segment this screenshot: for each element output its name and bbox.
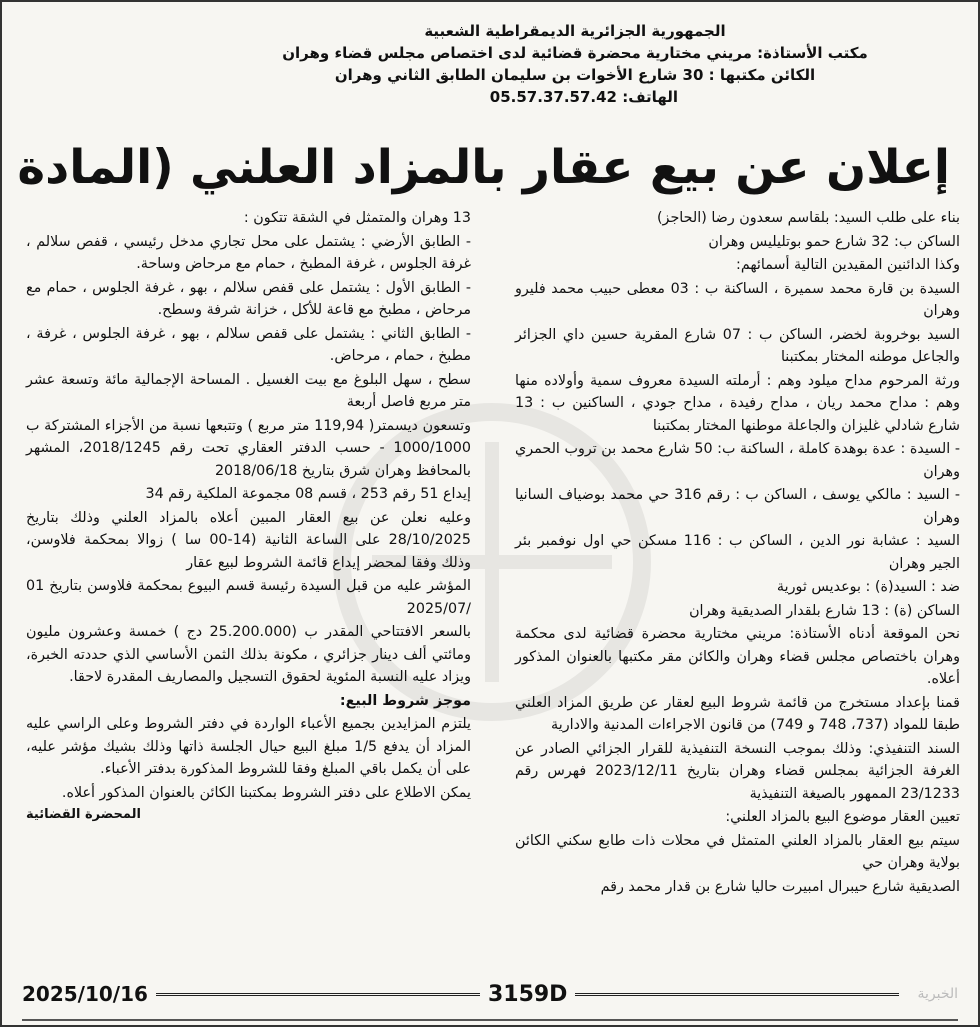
- paragraph: - الطابق الثاني : يشتمل على قفص سلالم ، بهو ، غرفة الجلوس ، غرفة ، مطبخ ، حمام ، مرحاض.: [26, 325, 471, 364]
- paragraph: سيتم بيع العقار بالمزاد العلني المتمثل في محلات ذات طابع سكني الكائن بولاية وهران حي: [515, 832, 960, 871]
- paragraph: 13 وهران والمتمثل في الشقة تتكون :: [243, 210, 471, 226]
- paragraph: ورثة المرحوم مداح ميلود وهم : أرملته السيدة معروف سمية وأولاده منها وهم : مداح محمد ريان ، مداح رفيدة ، مداح جودي ، الساكنين ب : 13 شارع شادلي غليزان والجاعلة موطنها المختار بمكتبنا: [515, 372, 960, 434]
- paragraph: الصديقية شارع حيبرال امبيرت حاليا شارع بن قدار محمد رقم: [600, 878, 960, 895]
- paragraph: - السيد : مالكي يوسف ، الساكن ب : رقم 316 حي محمد بوضياف السانيا وهران: [515, 487, 960, 526]
- right-text-column: [515, 207, 960, 899]
- notice-title: إعلان عن بيع عقار بالمزاد العلني (المادة: [17, 140, 950, 195]
- paragraph: وكذا الدائنين المقيدين التالية أسمائهم:: [736, 257, 960, 273]
- header-line-phone: الهاتف: 05.57.37.57.42: [489, 88, 678, 106]
- conditions-text: يلتزم المزايدين بجميع الأعباء الواردة في دفتر الشروط وعلى الراسي عليه المزاد أن يدفع 1/5 مبلغ البيع حيال الجلسة ذاتها وذلك بشيك مؤشر عليه، على أن يكمل باقي المبلغ وفقا للشروط المذكورة بدفتر الأعباء.: [26, 716, 471, 777]
- paragraph: ضد : السيد(ة) : بوعديس ثورية: [776, 579, 960, 595]
- paragraph: سطح ، سهل البلوغ مع بيت الغسيل . المساحة الإجمالية مائة وتسعة عشر متر مربع فاصل أربعة: [26, 371, 471, 410]
- footer-divider: [156, 993, 480, 996]
- bottom-divider: [22, 1019, 958, 1021]
- paragraph: وتسعون ديسمتر( 119,94 متر مربع ) وتتبعها نسبة من الأجزاء المشتركة ب 1000/1000 - حسب الدفتر العقاري تحت رقم 2018/1245، المشهر بالمحافظ وهران شرق بتاريخ 2018/06/18: [26, 417, 471, 479]
- notice-code: 3159D: [487, 981, 568, 1007]
- closing-row: [26, 782, 471, 805]
- paragraph: السيد بوخروبة لخضر، الساكن ب : 07 شارع المقرية حسين داي الجزائر والجاعل موطنه المختار بمكتبنا: [515, 326, 960, 365]
- paragraph: السيدة بن قارة محمد سميرة ، الساكنة ب : 03 معطى حبيب محمد فليرو وهران: [515, 280, 960, 319]
- newspaper-stamp: الخبرية: [917, 986, 959, 1002]
- paragraph: المؤشر عليه من قبل السيدة رئيسة قسم البيوع بمحكمة فلاوسن بتاريخ 01 /2025/07: [26, 578, 471, 617]
- conditions-heading: موجز شروط البيع:: [339, 692, 471, 709]
- header-line-address: الكائن مكتبها : 30 شارع الأخوات بن سليمان الطابق الثاني وهران: [334, 66, 816, 84]
- paragraph: السند التنفيذي: وذلك بموجب النسخة التنفيذية للقرار الجزائي الصادر عن الغرفة الجزائية بمجلس قضاء وهران بتاريخ 2023/12/11 فهرس رقم 23/1233 الممهور بالصيغة التنفيذية: [515, 740, 960, 802]
- header-line-office: مكتب الأستاذة: مريني مختارية محضرة قضائية لدى اختصاص مجلس قضاء وهران: [282, 44, 868, 62]
- paragraph: إيداع 51 رقم 253 ، قسم 08 مجموعة الملكية رقم 34: [145, 486, 471, 502]
- footer-bar: [22, 977, 958, 1011]
- paragraph: - الطابق الأرضي : يشتمل على محل تجاري مدخل رئيسي ، قفص سلالم ، غرفة الجلوس ، غرفة المطبخ ، حمام مع مرحاض وساحة.: [26, 233, 471, 272]
- left-text-column: [26, 207, 471, 827]
- signature: المحضرة القضائية: [26, 807, 141, 822]
- header-line-republic: الجمهورية الجزائرية الديمقراطية الشعبية: [424, 22, 726, 40]
- paragraph: بناء على طلب السيد: بلقاسم سعدون رضا (الحاجز): [656, 210, 960, 226]
- signature-row: [26, 804, 471, 827]
- closing-text: يمكن الاطلاع على دفتر الشروط بمكتبنا الكائن بالعنوان المذكور أعلاه.: [61, 784, 471, 801]
- paragraph: نحن الموقعة أدناه الأستاذة: مريني مختارية محضرة قضائية لدى محكمة وهران باختصاص مجلس قضاء وهران والكائن مقر مكتبها بالعنوان المذكور أعلاه.: [515, 626, 960, 687]
- paragraph: - السيدة : عدة بوهدة كاملة ، الساكنة ب: 50 شارع محمد بن تروب الحمري وهران: [515, 441, 960, 480]
- paragraph: قمنا بإعداد مستخرج من قائمة شروط البيع لعقار عن طريق المزاد العلني طبقا للمواد (737، 748 و 749) من قانون الاجراءات المدنية والادارية: [515, 694, 960, 733]
- issuer-header: [202, 20, 948, 108]
- paragraph: الساكن (ة) : 13 شارع بلقدار الصديقية وهران: [689, 602, 960, 619]
- paragraph: بالسعر الافتتاحي المقدر ب (25.200.000 دج ) خمسة وعشرون مليون ومائتي ألف دينار جزائري ، مكونة بذلك الثمن الأساسي الذي حددته الخبرة، ويزاد عليه النسبة المئوية لحقوق التسجيل والمصاريف المقدرة لاحقا.: [26, 624, 471, 685]
- paragraph: - الطابق الأول : يشتمل على قفص سلالم ، بهو ، غرفة الجلوس ، حمام مع مرحاض ، مطبخ مع قاعة للأكل ، خزانة شرفة وسطح.: [26, 279, 471, 318]
- paragraph: الساكن ب: 32 شارع حمو بوتليليس وهران: [708, 233, 960, 250]
- footer-divider: [575, 993, 899, 996]
- paragraph: السيد : عشابة نور الدين ، الساكن ب : 116 مسكن حي اول نوفمبر بئر الجير وهران: [515, 533, 961, 572]
- paragraph: وعليه نعلن عن بيع العقار المبين أعلاه بالمزاد العلني وذلك بتاريخ 28/10/2025 على الساعة الثانية (14-00 سا ) زوالا بمحكمة فلاوسن، وذلك وفقا لمحضر إيداع قائمة الشروط لبيع عقار: [26, 509, 471, 571]
- paragraph: تعيين العقار موضوع البيع بالمزاد العلني:: [725, 809, 960, 825]
- publication-date: 2025/10/16: [22, 982, 148, 1006]
